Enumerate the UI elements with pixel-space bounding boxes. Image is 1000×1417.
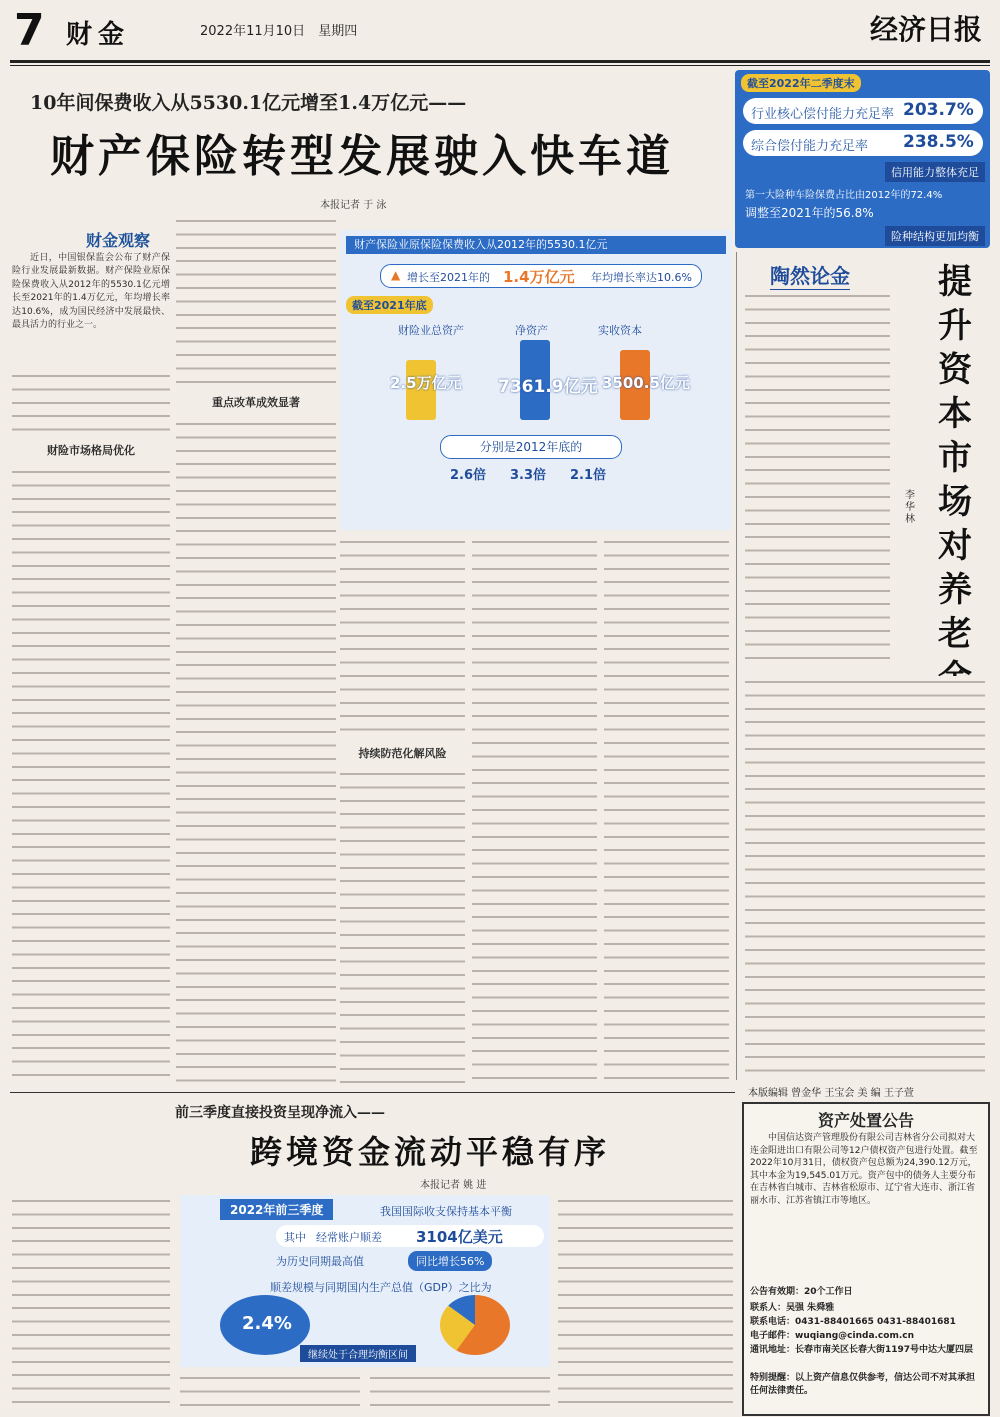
balance-line2: 为历史同期最高值 bbox=[276, 1255, 364, 1268]
balance-line2-tag: 同比增长56% bbox=[408, 1251, 492, 1271]
premium-year-label: 截至2021年底 bbox=[346, 296, 433, 314]
notice-box bbox=[742, 1102, 990, 1416]
article1-sub2: 重点改革成效显著 bbox=[212, 396, 300, 409]
notice-email: 电子邮件：wuqiang@cinda.com.cn bbox=[750, 1331, 914, 1341]
article2-byline: 本报记者 姚 进 bbox=[420, 1180, 487, 1191]
section-title: 财金 bbox=[66, 20, 131, 50]
metric-label-assets: 财险业总资产 bbox=[398, 324, 464, 337]
article1-text-d bbox=[176, 418, 336, 1086]
premium-head: 财产保险业原保险保费收入从2012年的5530.1亿元 bbox=[346, 236, 726, 254]
article1-kicker: 10年间保费收入从5530.1亿元增至1.4万亿元—— bbox=[30, 92, 467, 114]
metric-value-assets: 2.5万亿元 bbox=[390, 374, 462, 392]
multiple-label: 分别是2012年底的 bbox=[440, 435, 622, 459]
article1-text-c bbox=[176, 215, 336, 390]
balance-sub: 我国国际收支保持基本平衡 bbox=[380, 1205, 512, 1218]
notice-tip: 特别提醒：以上资产信息仅供参考，信达公司不对其承担任何法律责任。 bbox=[750, 1373, 976, 1396]
multiple-3: 2.1倍 bbox=[570, 468, 607, 483]
balance-pie bbox=[440, 1295, 510, 1355]
editor-line: 本版编辑 曾金华 王宝会 美 编 王子萱 bbox=[748, 1088, 914, 1099]
metric-value-capital: 3500.5亿元 bbox=[602, 374, 690, 392]
balance-pct: 2.4% bbox=[242, 1313, 292, 1334]
issue-date: 2022年11月10日 星期四 bbox=[200, 24, 358, 39]
column-vertical-title: 提升资本市场对养老 bbox=[938, 262, 972, 654]
notice-phone: 联系电话：0431-88401665 0431-88401681 bbox=[750, 1317, 956, 1327]
article1-tag: 财金观察 bbox=[86, 231, 151, 250]
balance-line3: 顺差规模与同期国内生产总值（GDP）之比为 bbox=[270, 1281, 492, 1294]
solvency-row-core: 行业核心偿付能力充足率 203.7% bbox=[743, 98, 983, 124]
article1-byline: 本报记者 于 泳 bbox=[320, 200, 387, 211]
balance-infographic bbox=[180, 1195, 550, 1367]
article2-kicker: 前三季度直接投资呈现净流入—— bbox=[175, 1105, 385, 1121]
balance-line4: 继续处于合理均衡区间 bbox=[300, 1345, 416, 1362]
article1-title: 财产保险转型发展驶入快车道 bbox=[50, 131, 674, 182]
notice-people: 联系人：吴强 朱舜雅 bbox=[750, 1303, 835, 1313]
article1-text-e bbox=[340, 536, 465, 741]
article1-lead: 近日，中国银保监会公布了财产保险行业发展最新数据。财产保险业原保险保费收入从2012年的5530.1亿元增长至2021年的1.4万亿元，年均增长率达10.6%，成为国民经济中发展最快、最具活力的行业之一。 bbox=[12, 253, 170, 331]
solvency-bottom-label: 信用能力整体充足 bbox=[885, 162, 985, 182]
metric-value-net: 7361.9亿元 bbox=[498, 377, 598, 397]
premium-growth: ▲ 增长至2021年的 1.4万亿元 年均增长率达10.6% bbox=[380, 264, 702, 288]
solvency-infographic bbox=[735, 70, 990, 248]
column-text-b bbox=[745, 676, 985, 1080]
notice-validity: 公告有效期：20个工作日 bbox=[750, 1287, 853, 1297]
column-author: 李华林 bbox=[905, 490, 915, 525]
article1-text-g bbox=[472, 536, 597, 1086]
balance-line1: 其中 经常账户顺差 3104亿美元 bbox=[276, 1225, 544, 1247]
masthead-rule bbox=[10, 60, 990, 63]
column-tag: 陶然论金 bbox=[770, 260, 850, 291]
article1-text-b bbox=[12, 466, 170, 1086]
notice-address: 通讯地址：长春市南关区长春大街1197号中达大厦四层 bbox=[750, 1345, 974, 1355]
page-number: 7 bbox=[14, 5, 45, 56]
section-rule bbox=[10, 1092, 735, 1093]
multiple-2: 3.3倍 bbox=[510, 468, 547, 483]
article1-sub1: 财险市场格局优化 bbox=[47, 444, 135, 457]
article1-text-h bbox=[604, 536, 729, 1086]
column-divider bbox=[736, 252, 737, 1080]
article1-text-f bbox=[340, 768, 465, 1086]
share-text: 第一大险种车险保费占比由2012年的72.4% bbox=[745, 190, 943, 201]
article2-title: 跨境资金流动平稳有序 bbox=[250, 1133, 611, 1171]
article2-text-a bbox=[12, 1195, 170, 1410]
article2-text-b bbox=[180, 1372, 360, 1412]
solvency-head: 截至2022年二季度末 bbox=[741, 74, 861, 92]
share-text2: 调整至2021年的56.8% bbox=[745, 206, 874, 220]
article2-text-c bbox=[370, 1372, 550, 1412]
premium-infographic bbox=[340, 230, 732, 530]
masthead-rule-thin bbox=[10, 65, 990, 66]
notice-title: 资产处置公告 bbox=[817, 1111, 914, 1130]
metric-label-net: 净资产 bbox=[515, 324, 548, 337]
solvency-row-total: 综合偿付能力充足率 238.5% bbox=[743, 130, 983, 156]
article1-sub3: 持续防范化解风险 bbox=[358, 747, 447, 760]
column-text-a bbox=[745, 290, 890, 670]
balance-head: 2022年前三季度 bbox=[220, 1199, 333, 1220]
share-tag: 险种结构更加均衡 bbox=[885, 226, 985, 246]
multiple-1: 2.6倍 bbox=[450, 468, 487, 483]
notice-body: 中国信达资产管理股份有限公司吉林省分公司拟对大连金阳进出口有限公司等12户债权资产包进行处置。截至2022年10月31日，债权资产包总额为24,390.12万元，其中本金为19,545.01万元。资产包中的债务人主要分布在吉林省白城市、吉林省松原市、辽宁省大连市、浙江省丽水市、江苏省镇江市等地区。 bbox=[750, 1133, 978, 1206]
paper-logo: 经济日报 bbox=[870, 13, 983, 46]
article2-text-d bbox=[558, 1195, 733, 1410]
article1-text-a bbox=[12, 370, 170, 440]
metric-label-capital: 实收资本 bbox=[598, 324, 642, 337]
